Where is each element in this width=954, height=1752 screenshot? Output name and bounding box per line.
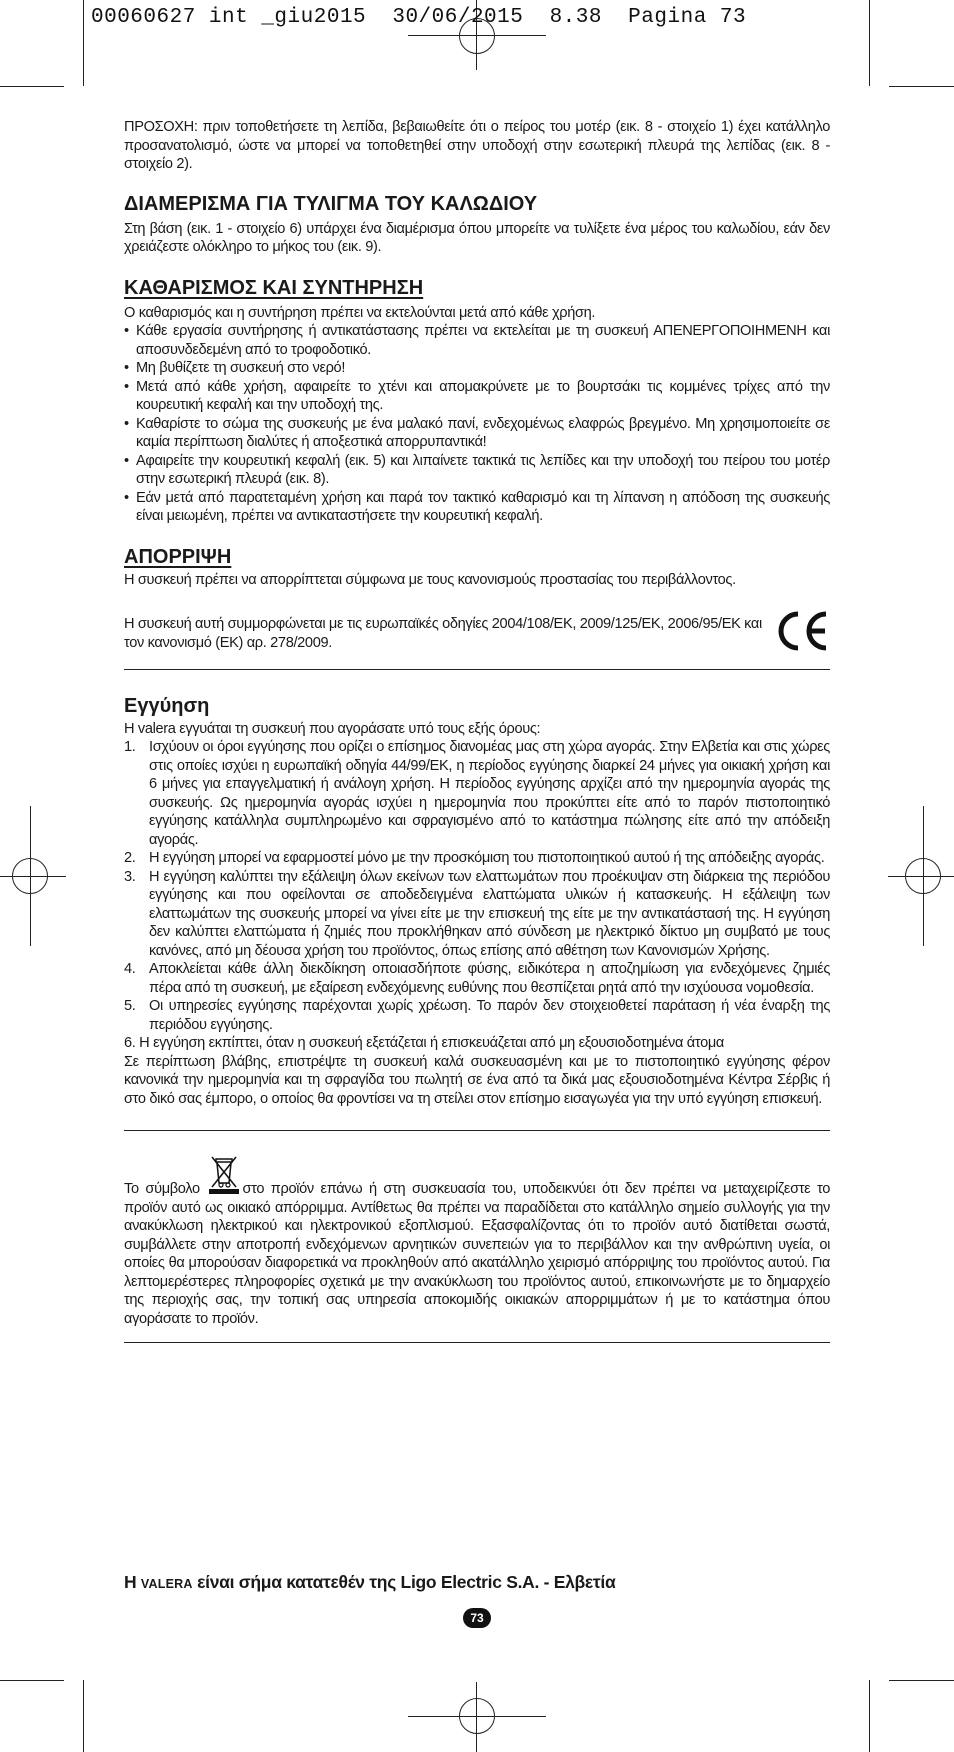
compliance-text: Η συσκευή αυτή συμμορφώνεται με τις ευρωπαϊκές οδηγίες 2004/108/ΕΚ, 2009/125/ΕΚ, 2006/95/ΕΚ και τον κανονισμό (ΕΚ) αρ. 278/2009. bbox=[124, 616, 762, 651]
crop-mark-top-right-vertical bbox=[869, 0, 870, 86]
warranty-closing: Σε περίπτωση βλάβης, επιστρέψτε τη συσκευή καλά συσκευασμένη και με το πιστοποιητικό εγγύησης φέρον κανονικά την ημερομηνία και τη σφραγίδα του πωλητή σε ένα από τα δικά μας εξουσιοδοτημένα Κέντρα Σέρβις ή στο δικό σας έμπορο, ο οποίος θα φροντίσει να τη στείλει στον επίσημο εισαγωγέα για την υπό εγγύηση επισκευή. bbox=[124, 1053, 830, 1107]
list-item: • Αφαιρείτε την κουρευτική κεφαλή (εικ. 5) και λιπαίνετε τακτικά τις λεπίδες και την υποδοχή του πείρου του μοτέρ στην εσωτερική πλευρά (εικ. 8). bbox=[124, 452, 830, 489]
registration-left-circle bbox=[12, 858, 48, 894]
registration-bottom-circle bbox=[459, 1698, 495, 1734]
list-item: 4. Αποκλείεται κάθε άλλη διεκδίκηση οποιασδήποτε φύσης, ειδικότερα η αποζημίωση για ενδεχόμενες ζημιές πέρα από τη συσκευή, με εξαίρεση ενδεχόμενης ευθύνης που θεσπίζεται ρητά από την ισχύουσα νομοθεσία. bbox=[124, 961, 830, 996]
cleaning-list bbox=[124, 322, 830, 526]
ce-mark-icon bbox=[774, 609, 830, 659]
warranty-item-6: 6. Η εγγύηση εκπίπτει, όταν η συσκευή εξετάζεται ή επισκευάζεται από μη εξουσιοδοτημένα άτομα bbox=[124, 1035, 724, 1051]
crop-mark-top-left-horizontal bbox=[0, 86, 64, 87]
list-item: 1. Ισχύουν οι όροι εγγύησης που ορίζει ο επίσημος διανομέας μας στη χώρα αγοράς. Στην Ελβετία και στις χώρες στις οποίες ισχύει η ευρωπαϊκή οδηγία 44/99/ΕΚ, η περίοδος εγγύησης διαρκεί 24 μήνες για οικιακή χρήση και 6 μήνες για επαγγελματική ή ανάλογη χρήση. Η περίοδος εγγύησης αρχίζει από την ημερομηνία αγοράς της συσκευής. Ως ημερομηνία αγοράς ισχύει η ημερομηνία που προκύπτει είτε από το παρόν πιστοποιητικό εγγύησης κατάλληλα συμπληρωμένο και σφραγισμένο από το κατάστημα πώλησης είτε από την απόδειξη αγοράς. bbox=[124, 739, 830, 848]
list-item: • Κάθε εργασία συντήρησης ή αντικατάστασης πρέπει να εκτελείται με τη συσκευή ΑΠΕΝΕΡΓΟΠΟΙΗΜΕΝΗ και αποσυνδεδεμένη από το τροφοδοτικό. bbox=[124, 322, 830, 359]
cable-heading: ΔΙΑΜΕΡΙΣΜΑ ΓΙΑ ΤΥΛΙΓΜΑ ΤΟΥ ΚΑΛΩΔΙΟΥ bbox=[124, 192, 538, 215]
crossed-out-bin-icon bbox=[207, 1177, 241, 1193]
weee-paragraph: Το σύμβολο στο προϊόν επάνω ή στη συσκευασία του, υποδεικνύει ότι δεν πρέπει να μεταχειρίζεστε το προϊόν αυτό ως οικιακό απόρριμμα. Αντίθετως θα πρέπει να παραδίδεται στο κατάλληλο σημείο συλλογής για την ανακύκλωση ηλεκτρικού και ηλεκτρονικού εξοπλισμού. Εξασφαλίζοντας ότι το προϊόν αυτό διατίθεται σωστά, συμβάλλετε στην αποτροπή ενδεχόμενων αρνητικών συνεπειών για το περιβάλλον και την ανθρώπινη υγεία, οι οποίες θα μπορούσαν διαφορετικά να προκληθούν από ακατάλληλο χειρισμό απόρριψης του προϊόντος αυτού. Για λεπτομερέστερες πληροφορίες σχετικά με την ανακύκλωση του προϊόντος αυτού, επικοινωνήστε με το δημαρχείο της περιοχής σας, την τοπική σας υπηρεσία αποκομιδής οικιακών απορριμμάτων ή με το κατάστημα όπου αγοράσατε το προϊόν. bbox=[124, 1177, 830, 1328]
print-slug: 00060627 int _giu2015 30/06/2015 8.38 Pagina 73 bbox=[91, 6, 747, 29]
list-item: 5. Οι υπηρεσίες εγγύησης παρέχονται χωρίς χρέωση. Το παρόν δεν στοιχειοθετεί παράταση ή νέα έναρξη της περιόδου εγγύησης. bbox=[124, 998, 830, 1033]
brand-name: VALERA bbox=[140, 1577, 193, 1591]
cleaning-heading: ΚΑΘΑΡΙΣΜΟΣ ΚΑΙ ΣΥΝΤΗΡΗΣΗ bbox=[124, 276, 424, 299]
caution-paragraph: ΠΡΟΣΟΧΗ: πριν τοποθετήσετε τη λεπίδα, βεβαιωθείτε ότι ο πείρος του μοτέρ (εικ. 8 - στοιχείο 1) έχει κατάλληλο προσανατολισμό, ώστε να μπορεί να τοποθετηθεί στην υποδοχή στην εσωτερική πλευρά της λεπίδας (εικ. 8 - στοιχείο 2). bbox=[124, 119, 830, 172]
crop-mark-bottom-left-vertical bbox=[83, 1680, 84, 1752]
disposal-text: Η συσκευή πρέπει να απορρίπτεται σύμφωνα με τους κανονισμούς προστασίας του περιβάλλοντος. bbox=[124, 571, 736, 588]
crop-mark-top-right-horizontal bbox=[889, 86, 954, 87]
cleaning-intro: Ο καθαρισμός και η συντήρηση πρέπει να εκτελούνται μετά από κάθε χρήση. bbox=[124, 304, 596, 321]
list-item: 2. Η εγγύηση μπορεί να εφαρμοστεί μόνο με την προσκόμιση του πιστοποιητικού αυτού ή της απόδειξης αγοράς. bbox=[124, 850, 825, 866]
cable-text: Στη βάση (εικ. 1 - στοιχείο 6) υπάρχει ένα διαμέρισμα όπου μπορείτε να τυλίξετε ένα μέρος του καλωδίου, εάν δεν χρειάζεστε ολόκληρο το μήκος του (εικ. 9). bbox=[124, 220, 830, 255]
crop-mark-bottom-right-vertical bbox=[869, 1680, 870, 1752]
list-item: • Μη βυθίζετε τη συσκευή στο νερό! bbox=[124, 359, 830, 378]
divider bbox=[124, 1130, 830, 1131]
page-number: 73 bbox=[463, 1608, 491, 1628]
warranty-heading: Εγγύηση bbox=[124, 694, 210, 717]
crop-mark-bottom-right-horizontal bbox=[889, 1680, 954, 1681]
crop-mark-bottom-left-horizontal bbox=[0, 1680, 64, 1681]
list-item: 3. Η εγγύηση καλύπτει την εξάλειψη όλων εκείνων των ελαττωμάτων που προέκυψαν στη διάρκεια της περιόδου εγγύησης και που οφείλονται σε αποδεδειγμένα ελαττώματα υλικών ή κατασκευής. Η εξάλειψη των ελαττωμάτων της συσκευής μπορεί να γίνει είτε με την επισκευή της είτε με την αντικατάστασή της. Η εγγύηση δεν καλύπτει ελαττώματα ή ζημιές που προκλήθηκαν από σύνδεση με ηλεκτρικό δίκτυο μη συμβατό με τους κανόνες, από μη δέουσα χρήση του προϊόντος, όπως επίσης από αθέτηση των Κανονισμών Χρήσης. bbox=[124, 868, 830, 959]
list-item: • Καθαρίστε το σώμα της συσκευής με ένα μαλακό πανί, ενδεχομένως ελαφρώς βρεγμένο. Μη χρησιμοποιείτε σε καμία περίπτωση διαλύτες ή αποξεστικά απορρυπαντικά! bbox=[124, 415, 830, 452]
disposal-heading: ΑΠΟΡΡΙΨΗ bbox=[124, 545, 232, 568]
divider bbox=[124, 1342, 830, 1343]
divider bbox=[124, 669, 830, 670]
list-item: • Εάν μετά από παρατεταμένη χρήση και παρά τον τακτικό καθαρισμό και τη λίπανση η απόδοση της συσκευής είναι μειωμένη, πρέπει να αντικαταστήσετε την κουρευτική κεφαλή. bbox=[124, 489, 830, 526]
trademark-footer: Η VALERA είναι σήμα κατατεθέν της Ligo Electric S.A. - Ελβετία bbox=[124, 1572, 616, 1592]
crop-mark-top-left-vertical bbox=[83, 0, 84, 86]
warranty-list bbox=[124, 738, 830, 1034]
list-item: • Μετά από κάθε χρήση, αφαιρείτε το χτένι και απομακρύνετε με το βουρτσάκι τις κομμένες τρίχες από την κουρευτική κεφαλή και την υποδοχή της. bbox=[124, 378, 830, 415]
registration-right-circle bbox=[905, 858, 941, 894]
page-content bbox=[124, 118, 830, 1343]
warranty-intro: Η valera εγγυάται τη συσκευή που αγοράσατε υπό τους εξής όρους: bbox=[124, 720, 541, 737]
compliance-block bbox=[124, 609, 830, 659]
